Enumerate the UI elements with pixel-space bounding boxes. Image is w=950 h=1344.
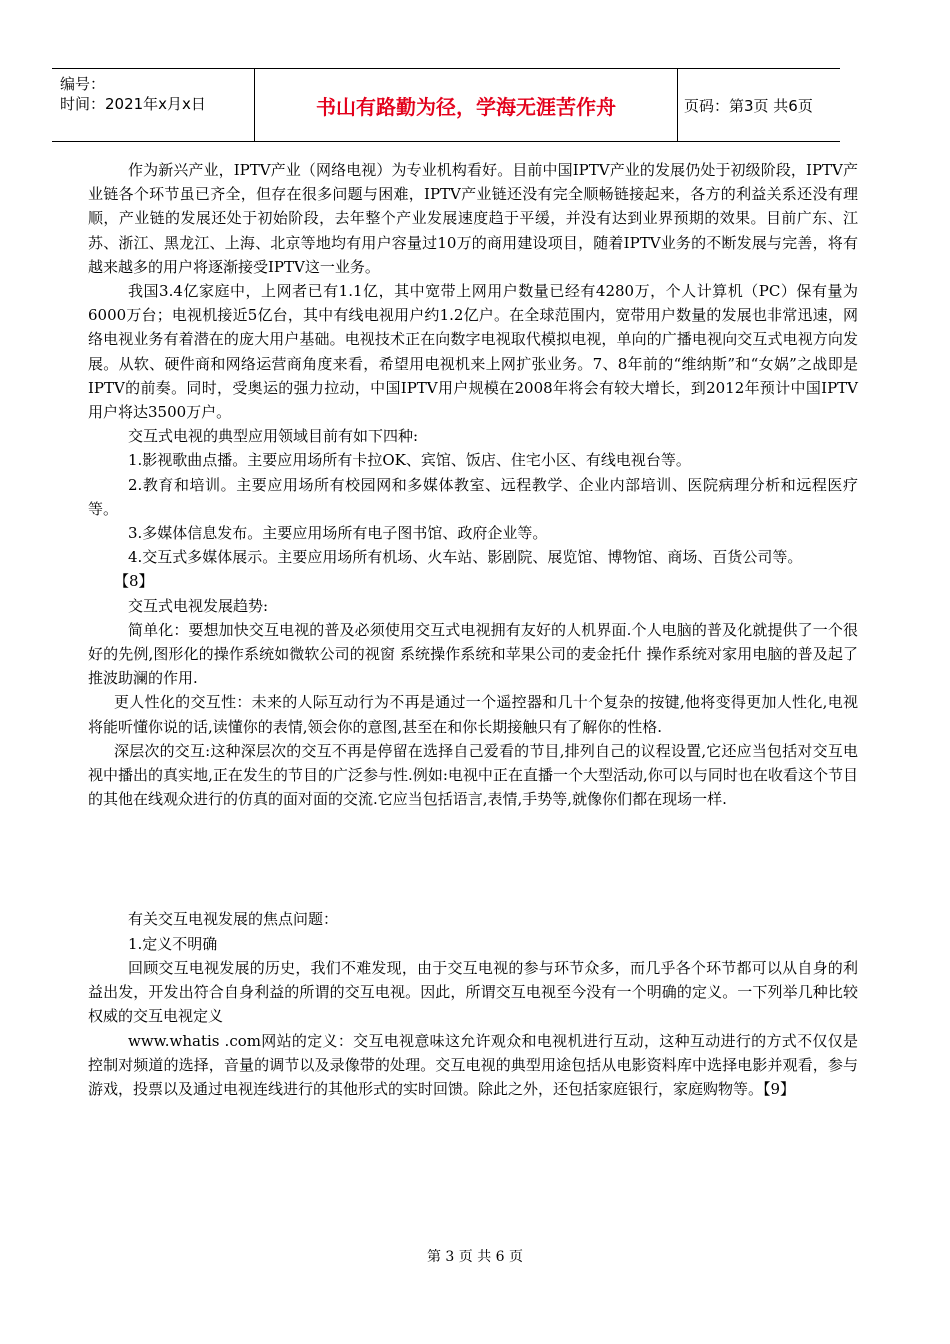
issue-1-heading: 1.定义不明确 [128,934,218,953]
list-item-2: 2.教育和培训。主要应用场所有校园网和多媒体教室、远程教学、企业内部培训、医院病理分析和远程医疗等。 [88,475,858,518]
citation-8: 【8】 [114,572,154,591]
trend-deep-interaction: 深层次的交互:这种深层次的交互不再是停留在选择自己爱看的节目,排列自己的议程设置,它还应当包括对交互电视中播出的真实地,正在发生的节目的广泛参与性.例如:电视中正在直播一个大型活动,你可以与同时也在收看这个节目的其他在线观众进行的仿真的面对面的交流.它应当包括语言,表情,手势等,就像你们都在现场一样. [88,741,858,809]
paragraph-iptv-industry: 作为新兴产业，IPTV产业（网络电视）为专业机构看好。目前中国IPTV产业的发展仍处于初级阶段，IPTV产业链各个环节虽已齐全，但存在很多问题与困难，IPTV产业链还没有完全顺畅链接起来，各方的利益关系还没有理顺，产业链的发展还处于初始阶段，去年整个产业发展速度趋于平缓，并没有达到业界预期的效果。目前广东、江苏、浙江、黑龙江、上海、北京等地均有用户容量过10万的商用建设项目，随着IPTV业务的不断发展与完善，将有越来越多的用户将逐渐接受IPTV这一业务。 [88,161,858,276]
doc-number-label: 编号： [60,75,106,93]
list-item-4: 4.交互式多媒体展示。主要应用场所有机场、火车站、影剧院、展览馆、博物馆、商场、百货公司等。 [128,548,803,567]
document-body [88,158,858,1101]
list-item-3: 3.多媒体信息发布。主要应用场所有电子图书馆、政府企业等。 [128,524,548,543]
list-item-1: 1.影视歌曲点播。主要应用场所有卡拉OK、宾馆、饭店、住宅小区、有线电视台等。 [128,451,691,470]
paragraph-whatis-definition: www.whatis .com网站的定义：交互电视意味这允许观众和电视机进行互动，这种互动进行的方式不仅仅是控制对频道的选择，音量的调节以及录像带的处理。交互电视的典型用途包括从电影资料库中选择电影并观看，参与游戏，投票以及通过电视连线进行的其他形式的实时回馈。除此之外，还包括家庭银行，家庭购物等。【9】 [88,1031,858,1098]
paragraph-history: 回顾交互电视发展的历史，我们不难发现，由于交互电视的参与环节众多，而几乎各个环节都可以从自身的利益出发，开发出符合自身利益的所谓的交互电视。因此，所谓交互电视至今没有一个明确的定义。一下列举几种比较权威的交互电视定义 [88,958,858,1026]
focus-issues-heading: 有关交互电视发展的焦点问题： [128,910,339,929]
header-table [52,68,840,142]
header-motto: 书山有路勤为径，学海无涯苦作舟 [255,69,678,141]
header-page-label: 页码：第3页 共6页 [684,96,813,115]
trend-simplification: 简单化：要想加快交互电视的普及必须使用交互式电视拥有友好的人机界面.个人电脑的普及化就提供了一个很好的先例,图形化的操作系统如微软公司的视窗 系统操作系统和苹果公司的麦金托什 操作系统对家用电脑的普及起了推波助澜的作用. [88,620,858,688]
trends-heading: 交互式电视发展趋势: [128,596,269,615]
doc-date-label: 时间：2021年x月x日 [60,95,206,113]
page-footer: 第 3 页 共 6 页 [426,1249,524,1265]
header-meta-cell [52,69,255,141]
trend-humanized: 更人性化的交互性：未来的人际互动行为不再是通过一个遥控器和几十个复杂的按键,他将变得更加人性化,电视将能听懂你说的话,读懂你的表情,领会你的意图,甚至在和你长期接触只有了解你的性格. [88,693,858,736]
spacer [88,811,858,907]
paragraph-applications-intro: 交互式电视的典型应用领域目前有如下四种: [128,427,419,446]
paragraph-user-stats: 我国3.4亿家庭中，上网者已有1.1亿，其中宽带上网用户数量已经有4280万，个人计算机（PC）保有量为6000万台；电视机接近5亿台，其中有线电视用户约1.2亿户。在全球范围内，宽带用户数量的发展也非常迅速，网络电视业务有着潜在的庞大用户基础。电视技术正在向数字电视取代模拟电视，单向的广播电视向交互式电视方向发展。从软、硬件商和网络运营商角度来看，希望用电视机来上网扩张业务。7、8年前的“维纳斯”和“女娲”之战即是IPTV的前奏。同时，受奥运的强力拉动，中国IPTV用户规模在2008年将会有较大增长，到2012年预计中国IPTV用户将达3500万户。 [88,282,858,422]
